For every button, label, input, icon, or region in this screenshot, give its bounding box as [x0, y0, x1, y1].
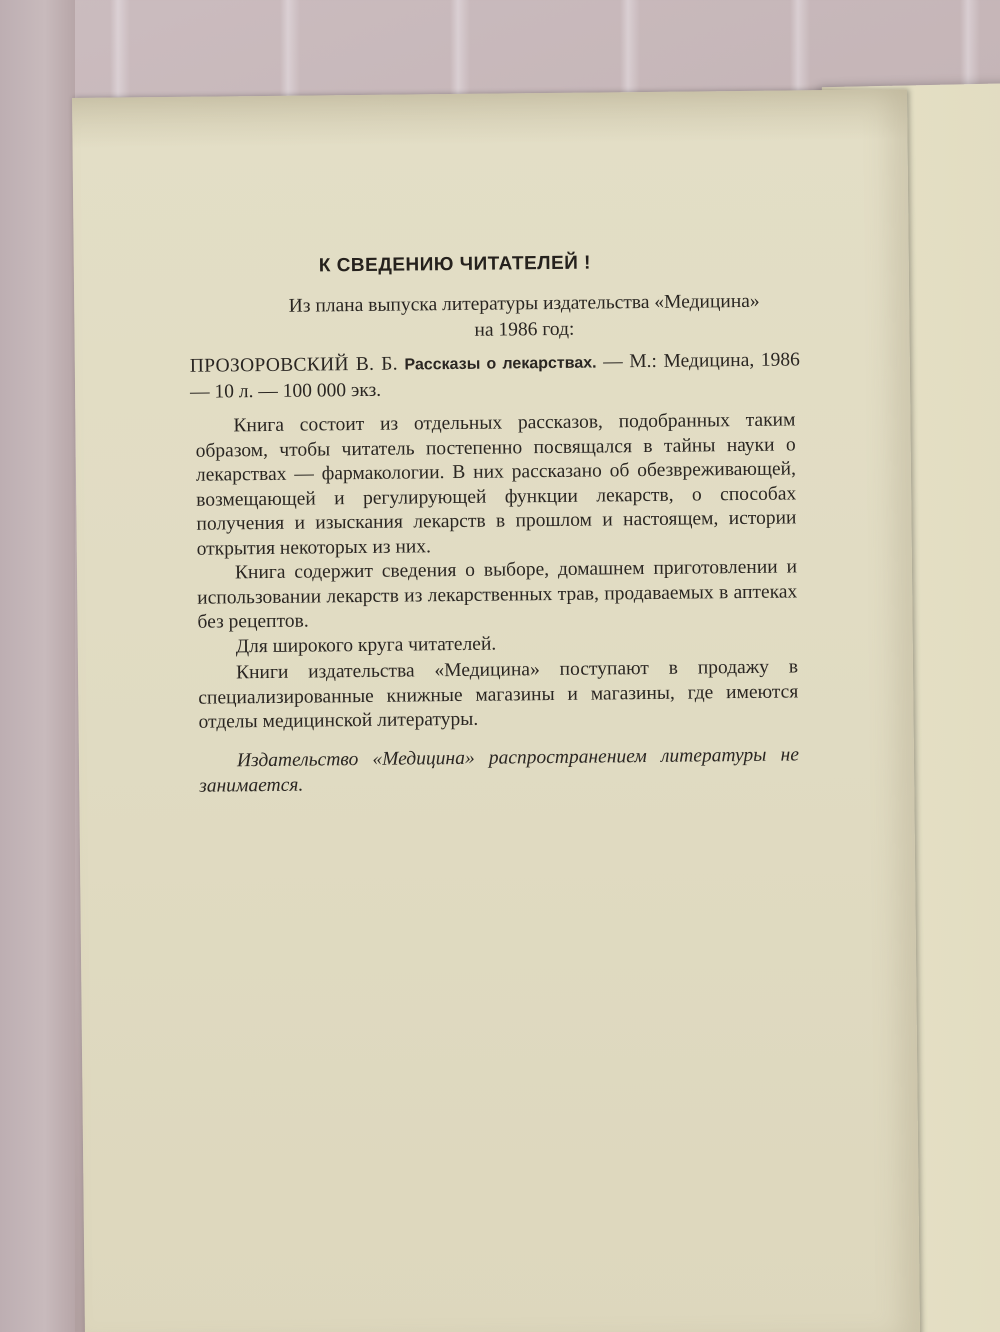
book-entry [190, 347, 801, 404]
publication-plan [224, 288, 825, 346]
book-title: Рассказы о лекарствах. [404, 354, 597, 374]
page-heading: К СВЕДЕНИЮ ЧИТАТЕЛЕЙ ! [318, 252, 592, 277]
distribution-note: Книги издательства «Медицина» поступают в продажу в специализированные книжные магазины и магазины, где имеются отделы медицинской литературы. [198, 656, 799, 733]
book-imprint: — М.: Медицина, 1986 — 10 л. — 100 000 экз. [189, 349, 800, 403]
publication-plan-line-2: на 1986 год: [474, 318, 575, 341]
description-paragraph: Для широкого круга читателей. [235, 633, 497, 657]
page-shadow [72, 89, 907, 148]
publication-plan-line-1: Из плана выпуска литературы издательства «Медицина» [288, 290, 760, 317]
description-paragraph: Книга состоит из отдельных рассказов, подобранных таким образом, чтобы читатель постепенно посвящался в тайны науки о лекарствах — фармакологии. В них рассказано об обезвреживающей, возмещающей и регулирующей функции лекарств, о способах получения и изыскания лекарств в прошлом и настоящем, истории открытия некоторых из них. [195, 409, 797, 560]
book-author: ПРОЗОРОВСКИЙ В. Б. [189, 353, 398, 377]
publisher-note: Издательство «Медицина» распространением литературы не занимается. [199, 744, 800, 797]
description-paragraph: Книга содержит сведения о выборе, домашнем приготовлении и использовании лекарств из лекарственных трав, продаваемых в аптеках без рецептов. [197, 556, 798, 633]
book-page [72, 89, 920, 1332]
book-description [195, 408, 798, 659]
background-blanket-left [0, 0, 75, 1332]
